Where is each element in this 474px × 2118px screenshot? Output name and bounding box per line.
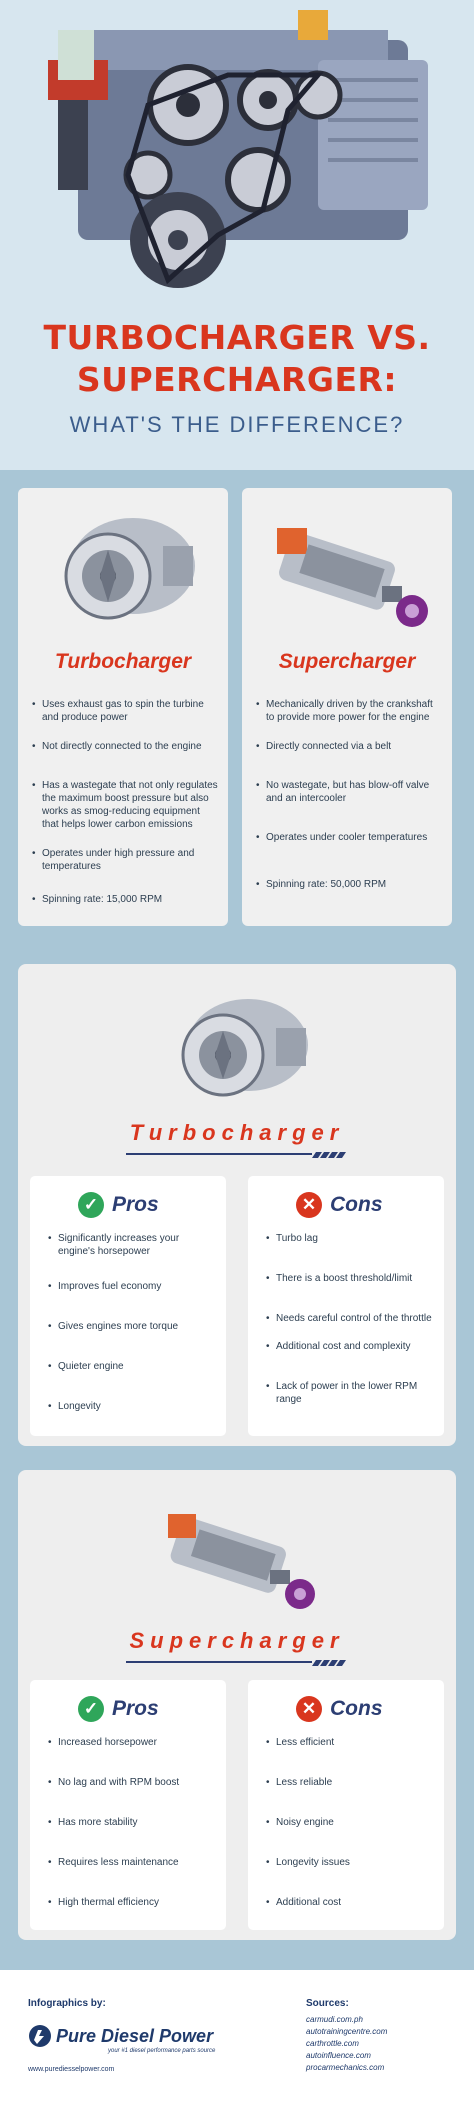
list-item: • Additional cost and complexity bbox=[266, 1340, 436, 1353]
cons-label: Cons bbox=[330, 1193, 383, 1216]
turbocharger-image bbox=[158, 990, 318, 1110]
supercharger-pros-list bbox=[48, 1736, 218, 1909]
source-item[interactable]: carmudi.com.ph bbox=[306, 2015, 363, 2024]
header bbox=[0, 0, 474, 470]
list-item: • Improves fuel economy bbox=[48, 1280, 218, 1293]
turbocharger-cons-list bbox=[266, 1232, 436, 1406]
list-item: • Uses exhaust gas to spin the turbine and produce power bbox=[32, 698, 218, 724]
list-item: • Longevity bbox=[48, 1400, 218, 1413]
x-circle-icon: ✕ bbox=[296, 1192, 322, 1218]
list-item: • Turbo lag bbox=[266, 1232, 436, 1245]
turbocharger-section bbox=[0, 950, 474, 1470]
engine-illustration bbox=[18, 0, 458, 300]
list-item: • Quieter engine bbox=[48, 1360, 218, 1373]
supercharger-proscons-card bbox=[18, 1470, 456, 1940]
x-circle-icon: ✕ bbox=[296, 1696, 322, 1722]
subtitle: WHAT'S THE DIFFERENCE? bbox=[69, 412, 405, 437]
turbocharger-pros-list bbox=[48, 1232, 218, 1413]
sources-list bbox=[306, 2014, 387, 2074]
turbocharger-section-title: Turbocharger bbox=[129, 1120, 345, 1145]
supercharger-cons-list bbox=[266, 1736, 436, 1909]
sources-label: Sources: bbox=[306, 1998, 349, 2009]
list-item: • Less reliable bbox=[266, 1776, 436, 1789]
turbocharger-heading: Turbocharger bbox=[54, 650, 192, 673]
list-item: • Has a wastegate that not only regulates the maximum boost pressure but also works as smog-reducing equipment that helps lower carbon emissions bbox=[32, 779, 218, 831]
title-underline bbox=[126, 1660, 348, 1668]
source-item[interactable]: autoinfluence.com bbox=[306, 2051, 371, 2060]
turbocharger-cons-card bbox=[248, 1176, 444, 1436]
infographics-by-label: Infographics by: bbox=[28, 1998, 106, 2009]
check-circle-icon: ✓ bbox=[78, 1696, 104, 1722]
brand-logo[interactable] bbox=[28, 2020, 258, 2060]
cons-label: Cons bbox=[330, 1697, 383, 1720]
title-underline bbox=[126, 1152, 348, 1160]
list-item: • Mechanically driven by the crankshaft to provide more power for the engine bbox=[256, 698, 442, 724]
list-item: • Spinning rate: 15,000 RPM bbox=[32, 893, 218, 906]
cons-header bbox=[248, 1190, 444, 1220]
pros-header bbox=[30, 1190, 226, 1220]
source-item[interactable]: procarmechanics.com bbox=[306, 2063, 385, 2072]
supercharger-image bbox=[262, 506, 432, 636]
check-circle-icon: ✓ bbox=[78, 1192, 104, 1218]
turbocharger-pros-card bbox=[30, 1176, 226, 1436]
pros-label: Pros bbox=[112, 1697, 159, 1720]
list-item: • There is a boost threshold/limit bbox=[266, 1272, 436, 1285]
list-item: • No wastegate, but has blow-off valve and an intercooler bbox=[256, 779, 442, 805]
brand-tagline: your #1 diesel performance parts source bbox=[108, 2048, 216, 2054]
list-item: • High thermal efficiency bbox=[48, 1896, 218, 1909]
turbocharger-proscons-card bbox=[18, 964, 456, 1446]
list-item: • Spinning rate: 50,000 RPM bbox=[256, 878, 442, 891]
source-item[interactable]: autotrainingcentre.com bbox=[306, 2027, 388, 2036]
list-item: • Needs careful control of the throttle bbox=[266, 1312, 436, 1325]
list-item: • No lag and with RPM boost bbox=[48, 1776, 218, 1789]
title-line-1: TURBOCHARGER VS. bbox=[43, 318, 431, 357]
cons-header bbox=[248, 1694, 444, 1724]
list-item: • Not directly connected to the engine bbox=[32, 740, 218, 753]
footer bbox=[0, 1970, 474, 2118]
supercharger-pros-card bbox=[30, 1680, 226, 1930]
list-item: • Lack of power in the lower RPM range bbox=[266, 1380, 436, 1406]
title-line-2: SUPERCHARGER: bbox=[76, 360, 398, 399]
supercharger-card bbox=[242, 488, 452, 926]
supercharger-section-title: Supercharger bbox=[129, 1628, 345, 1653]
supercharger-section bbox=[0, 1470, 474, 1970]
supercharger-image bbox=[158, 1496, 318, 1616]
pros-header bbox=[30, 1694, 226, 1724]
logo-mark-icon bbox=[28, 2024, 52, 2048]
turbocharger-features bbox=[32, 698, 218, 906]
turbocharger-card bbox=[18, 488, 228, 926]
supercharger-heading: Supercharger bbox=[278, 650, 416, 673]
list-item: • Increased horsepower bbox=[48, 1736, 218, 1749]
supercharger-cons-card bbox=[248, 1680, 444, 1930]
website-link[interactable]: www.purediesselpower.com bbox=[28, 2066, 115, 2073]
pros-label: Pros bbox=[112, 1193, 159, 1216]
list-item: • Has more stability bbox=[48, 1816, 218, 1829]
list-item: • Significantly increases your engine's horsepower bbox=[48, 1232, 218, 1258]
list-item: • Noisy engine bbox=[266, 1816, 436, 1829]
list-item: • Directly connected via a belt bbox=[256, 740, 442, 753]
comparison-section bbox=[0, 470, 474, 950]
list-item: • Requires less maintenance bbox=[48, 1856, 218, 1869]
list-item: • Longevity issues bbox=[266, 1856, 436, 1869]
brand-name: Pure Diesel Power bbox=[56, 2026, 214, 2046]
list-item: • Less efficient bbox=[266, 1736, 436, 1749]
list-item: • Operates under high pressure and temperatures bbox=[32, 847, 218, 873]
list-item: • Gives engines more torque bbox=[48, 1320, 218, 1333]
turbocharger-image bbox=[38, 506, 208, 636]
list-item: • Additional cost bbox=[266, 1896, 436, 1909]
list-item: • Operates under cooler temperatures bbox=[256, 831, 442, 844]
supercharger-features bbox=[256, 698, 442, 891]
source-item[interactable]: carthrottle.com bbox=[306, 2039, 359, 2048]
